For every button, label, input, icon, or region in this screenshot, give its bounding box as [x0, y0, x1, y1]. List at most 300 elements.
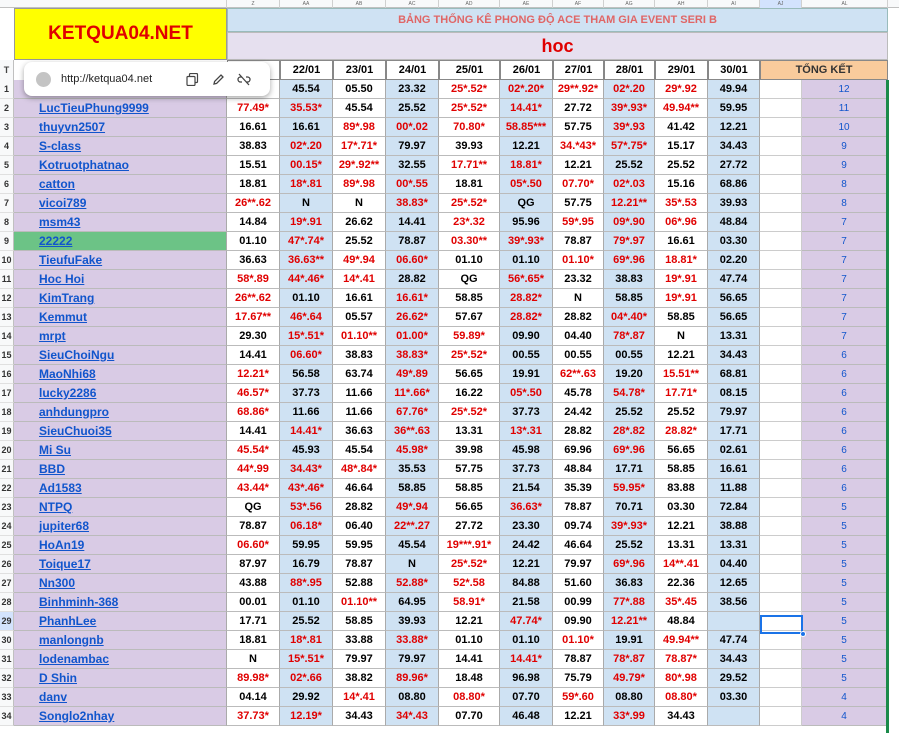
empty-cell[interactable] — [760, 422, 802, 441]
result-cell[interactable]: 25.52 — [604, 403, 655, 422]
result-cell[interactable]: 06.60* — [227, 536, 280, 555]
result-cell[interactable]: 35.39 — [553, 479, 604, 498]
result-cell[interactable]: 17.71** — [439, 156, 500, 175]
result-cell[interactable]: 12.21 — [500, 137, 553, 156]
result-cell[interactable]: N — [386, 555, 439, 574]
result-cell[interactable]: 26**.62 — [227, 289, 280, 308]
column-header-bar[interactable] — [0, 0, 899, 8]
result-cell[interactable]: 78.87 — [333, 555, 386, 574]
result-cell[interactable]: 45.78 — [553, 384, 604, 403]
result-cell[interactable]: 59.89* — [439, 327, 500, 346]
empty-cell[interactable] — [760, 251, 802, 270]
result-cell[interactable]: 89.96* — [386, 669, 439, 688]
result-cell[interactable]: 06.40 — [333, 517, 386, 536]
result-cell[interactable]: 34.43 — [708, 346, 760, 365]
result-cell[interactable]: 56.65 — [439, 498, 500, 517]
unlink-icon[interactable] — [231, 68, 257, 90]
result-cell[interactable]: 57.75 — [553, 118, 604, 137]
result-cell[interactable]: 43.44* — [227, 479, 280, 498]
result-cell[interactable]: 28.82* — [655, 422, 708, 441]
row-number[interactable]: 2 — [0, 99, 14, 118]
result-cell[interactable]: 84.88 — [500, 574, 553, 593]
result-cell[interactable]: 03.30 — [708, 232, 760, 251]
result-cell[interactable]: 56.58 — [280, 365, 333, 384]
result-cell[interactable]: 69*.96 — [604, 441, 655, 460]
player-name-link[interactable]: msm43 — [14, 213, 227, 232]
empty-cell[interactable] — [760, 365, 802, 384]
result-cell[interactable]: 89*.98 — [333, 118, 386, 137]
player-name-link[interactable]: vicoi789 — [14, 194, 227, 213]
result-cell[interactable]: 25.52 — [655, 156, 708, 175]
result-cell[interactable]: 58.85 — [604, 289, 655, 308]
result-cell[interactable]: 14.41* — [500, 99, 553, 118]
result-cell[interactable]: 29**.92* — [553, 80, 604, 99]
result-cell[interactable]: 01.10 — [439, 631, 500, 650]
result-cell[interactable]: 46.48 — [500, 707, 553, 726]
result-cell[interactable]: 78.87 — [553, 650, 604, 669]
result-cell[interactable]: 14.41 — [439, 650, 500, 669]
result-cell[interactable]: 69.96 — [553, 441, 604, 460]
result-cell[interactable]: 17.71* — [655, 384, 708, 403]
row-number[interactable]: 1 — [0, 80, 14, 99]
result-cell[interactable]: 16.61* — [386, 289, 439, 308]
result-cell[interactable]: 24.42 — [553, 403, 604, 422]
total-score-cell[interactable]: 5 — [802, 555, 888, 574]
player-name-link[interactable]: D Shin — [14, 669, 227, 688]
result-cell[interactable]: 46.64 — [333, 479, 386, 498]
result-cell[interactable]: 39.93 — [386, 612, 439, 631]
result-cell[interactable]: 16.79 — [280, 555, 333, 574]
result-cell[interactable]: 12.21 — [553, 707, 604, 726]
result-cell[interactable]: 36**.63 — [386, 422, 439, 441]
row-number[interactable]: 20 — [0, 441, 14, 460]
empty-cell[interactable] — [760, 612, 802, 631]
result-cell[interactable]: 52*.58 — [439, 574, 500, 593]
result-cell[interactable]: 06.18* — [280, 517, 333, 536]
row-number[interactable]: 17 — [0, 384, 14, 403]
total-score-cell[interactable]: 9 — [802, 137, 888, 156]
column-letter[interactable]: AA — [280, 0, 333, 8]
row-number[interactable]: 9 — [0, 232, 14, 251]
total-score-cell[interactable]: 6 — [802, 422, 888, 441]
total-score-cell[interactable]: 9 — [802, 156, 888, 175]
empty-cell[interactable] — [760, 308, 802, 327]
result-cell[interactable]: 37.73 — [500, 403, 553, 422]
result-cell[interactable]: 35*.53 — [655, 194, 708, 213]
empty-cell[interactable] — [760, 175, 802, 194]
result-cell[interactable]: 02*.20 — [604, 80, 655, 99]
result-cell[interactable]: 08.80 — [386, 688, 439, 707]
empty-cell[interactable] — [760, 270, 802, 289]
row-number[interactable]: 22 — [0, 479, 14, 498]
result-cell[interactable]: 35.53 — [386, 460, 439, 479]
player-name-link[interactable]: MaoNhi68 — [14, 365, 227, 384]
row-number[interactable]: 13 — [0, 308, 14, 327]
result-cell[interactable]: 34.*43* — [553, 137, 604, 156]
total-score-cell[interactable]: 6 — [802, 365, 888, 384]
total-score-cell[interactable]: 5 — [802, 498, 888, 517]
total-score-cell[interactable]: 6 — [802, 479, 888, 498]
result-cell[interactable]: QG — [439, 270, 500, 289]
total-score-cell[interactable]: 7 — [802, 327, 888, 346]
row-number[interactable]: 21 — [0, 460, 14, 479]
player-name-link[interactable]: NTPQ — [14, 498, 227, 517]
result-cell[interactable]: 28.82 — [333, 498, 386, 517]
result-cell[interactable]: 45.54 — [280, 80, 333, 99]
result-cell[interactable]: 01.10* — [553, 631, 604, 650]
result-cell[interactable] — [708, 707, 760, 726]
total-score-cell[interactable]: 5 — [802, 574, 888, 593]
result-cell[interactable]: 15.51** — [655, 365, 708, 384]
result-cell[interactable]: 13.31 — [708, 327, 760, 346]
row-number[interactable]: 30 — [0, 631, 14, 650]
result-cell[interactable]: 16.61 — [280, 118, 333, 137]
column-letter[interactable]: Z — [227, 0, 280, 8]
player-name-link[interactable]: danv — [14, 688, 227, 707]
result-cell[interactable]: 43.88 — [227, 574, 280, 593]
result-cell[interactable]: 58.85 — [655, 308, 708, 327]
row-number[interactable]: 14 — [0, 327, 14, 346]
result-cell[interactable]: 15*.51* — [280, 650, 333, 669]
result-cell[interactable]: 35.53* — [280, 99, 333, 118]
result-cell[interactable]: 49.94 — [708, 80, 760, 99]
result-cell[interactable]: 58.85 — [655, 460, 708, 479]
result-cell[interactable]: 28.82 — [553, 422, 604, 441]
result-cell[interactable]: N — [227, 650, 280, 669]
result-cell[interactable]: 46.57* — [227, 384, 280, 403]
result-cell[interactable]: 58.85 — [386, 479, 439, 498]
result-cell[interactable]: 36.83 — [604, 574, 655, 593]
result-cell[interactable]: 49*.89 — [386, 365, 439, 384]
column-letter[interactable]: AH — [655, 0, 708, 8]
result-cell[interactable]: 36.63* — [500, 498, 553, 517]
result-cell[interactable]: 46*.64 — [280, 308, 333, 327]
result-cell[interactable]: 78.87* — [655, 650, 708, 669]
row-number[interactable]: 27 — [0, 574, 14, 593]
row-number[interactable]: 29 — [0, 612, 14, 631]
result-cell[interactable]: 21.58 — [500, 593, 553, 612]
result-cell[interactable]: 33.88 — [333, 631, 386, 650]
empty-cell[interactable] — [760, 441, 802, 460]
result-cell[interactable]: 33*.99 — [604, 707, 655, 726]
result-cell[interactable]: 08.15 — [708, 384, 760, 403]
result-cell[interactable]: 18.81* — [655, 251, 708, 270]
result-cell[interactable]: 18*.81 — [280, 631, 333, 650]
column-letter[interactable]: AD — [439, 0, 500, 8]
result-cell[interactable]: 44*.46* — [280, 270, 333, 289]
copy-icon[interactable] — [179, 68, 205, 90]
player-name-link[interactable]: Hoc Hoi — [14, 270, 227, 289]
empty-cell[interactable] — [760, 80, 802, 99]
player-name-link[interactable]: HoAn19 — [14, 536, 227, 555]
result-cell[interactable]: 78.87 — [553, 232, 604, 251]
result-cell[interactable]: 25.52 — [604, 156, 655, 175]
result-cell[interactable]: 09.90 — [500, 327, 553, 346]
player-name-link[interactable]: anhdungpro — [14, 403, 227, 422]
result-cell[interactable]: 44*.99 — [227, 460, 280, 479]
column-letter[interactable]: AB — [333, 0, 386, 8]
result-cell[interactable]: 25*.52* — [439, 403, 500, 422]
result-cell[interactable]: 37.73 — [500, 460, 553, 479]
result-cell[interactable]: 45.54 — [333, 441, 386, 460]
player-name-link[interactable]: KimTrang — [14, 289, 227, 308]
player-name-link[interactable]: LucTieuPhung9999 — [14, 99, 227, 118]
player-name-link[interactable]: Binhminh-368 — [14, 593, 227, 612]
row-number[interactable]: 7 — [0, 194, 14, 213]
link-url[interactable]: http://ketqua04.net — [61, 73, 153, 85]
result-cell[interactable]: 58.85 — [439, 289, 500, 308]
result-cell[interactable]: 79.97 — [333, 650, 386, 669]
result-cell[interactable]: 11.66 — [280, 403, 333, 422]
player-name-link[interactable]: catton — [14, 175, 227, 194]
player-name-link[interactable]: Songlo2nhay — [14, 707, 227, 726]
result-cell[interactable]: 89*.98 — [333, 175, 386, 194]
result-cell[interactable]: 02*.03 — [604, 175, 655, 194]
result-cell[interactable]: 59.95* — [604, 479, 655, 498]
result-cell[interactable]: 15*.51* — [280, 327, 333, 346]
result-cell[interactable]: 56.65 — [439, 365, 500, 384]
result-cell[interactable]: 38.82 — [333, 669, 386, 688]
result-cell[interactable]: 79*.97 — [604, 232, 655, 251]
empty-cell[interactable] — [760, 574, 802, 593]
result-cell[interactable]: 48.84 — [553, 460, 604, 479]
result-cell[interactable]: 05.57 — [333, 308, 386, 327]
result-cell[interactable]: 19*.91 — [280, 213, 333, 232]
result-cell[interactable]: 41.42 — [655, 118, 708, 137]
result-cell[interactable]: 45.54 — [333, 99, 386, 118]
result-cell[interactable]: 01.10* — [553, 251, 604, 270]
empty-cell[interactable] — [760, 194, 802, 213]
result-cell[interactable]: 88*.95 — [280, 574, 333, 593]
result-cell[interactable]: 12.21* — [227, 365, 280, 384]
result-cell[interactable]: 25.52 — [655, 403, 708, 422]
row-number[interactable]: 3 — [0, 118, 14, 137]
result-cell[interactable]: 01.10 — [500, 251, 553, 270]
result-cell[interactable]: 59.95 — [333, 536, 386, 555]
result-cell[interactable]: 33.88* — [386, 631, 439, 650]
result-cell[interactable]: 09.74 — [553, 517, 604, 536]
result-cell[interactable]: 12.21** — [604, 194, 655, 213]
result-cell[interactable]: 11*.66* — [386, 384, 439, 403]
row-number[interactable]: 4 — [0, 137, 14, 156]
row-number[interactable]: 12 — [0, 289, 14, 308]
result-cell[interactable]: 23.32 — [553, 270, 604, 289]
result-cell[interactable]: 19***.91* — [439, 536, 500, 555]
row-number[interactable]: 23 — [0, 498, 14, 517]
player-name-link[interactable]: 22222 — [14, 232, 227, 251]
empty-cell[interactable] — [760, 593, 802, 612]
result-cell[interactable]: 34*.43 — [386, 707, 439, 726]
result-cell[interactable]: 78.87 — [553, 498, 604, 517]
result-cell[interactable]: 79.97 — [386, 650, 439, 669]
player-name-link[interactable]: TieufuFake — [14, 251, 227, 270]
result-cell[interactable]: QG — [500, 194, 553, 213]
empty-cell[interactable] — [760, 118, 802, 137]
result-cell[interactable]: 79.97 — [708, 403, 760, 422]
result-cell[interactable]: 35*.45 — [655, 593, 708, 612]
result-cell[interactable]: 39.93 — [439, 137, 500, 156]
result-cell[interactable]: 14.84 — [227, 213, 280, 232]
result-cell[interactable]: 14.41* — [280, 422, 333, 441]
result-cell[interactable]: 26.62 — [333, 213, 386, 232]
player-name-link[interactable]: S-class — [14, 137, 227, 156]
result-cell[interactable]: 17.67** — [227, 308, 280, 327]
empty-cell[interactable] — [760, 384, 802, 403]
result-cell[interactable]: 28*.82 — [604, 422, 655, 441]
column-letter[interactable]: AG — [604, 0, 655, 8]
result-cell[interactable]: 48.84 — [708, 213, 760, 232]
player-name-link[interactable]: Toique17 — [14, 555, 227, 574]
result-cell[interactable]: 06*.96 — [655, 213, 708, 232]
result-cell[interactable]: 25.52 — [333, 232, 386, 251]
result-cell[interactable]: 56*.65* — [500, 270, 553, 289]
result-cell[interactable]: 12.21 — [708, 118, 760, 137]
result-cell[interactable]: 26.62* — [386, 308, 439, 327]
empty-cell[interactable] — [760, 289, 802, 308]
result-cell[interactable]: 89.98* — [227, 669, 280, 688]
result-cell[interactable]: 00.55 — [500, 346, 553, 365]
result-cell[interactable]: 19*.91 — [655, 270, 708, 289]
row-number[interactable]: 11 — [0, 270, 14, 289]
column-letter[interactable]: AJ — [760, 0, 802, 8]
result-cell[interactable]: 29*.92 — [655, 80, 708, 99]
result-cell[interactable]: 75.79 — [553, 669, 604, 688]
row-number[interactable]: 25 — [0, 536, 14, 555]
result-cell[interactable]: 01.10** — [333, 593, 386, 612]
column-letter[interactable]: AE — [500, 0, 553, 8]
result-cell[interactable]: 04.40 — [553, 327, 604, 346]
result-cell[interactable]: 29.30 — [227, 327, 280, 346]
empty-cell[interactable] — [760, 327, 802, 346]
result-cell[interactable]: 37.73 — [280, 384, 333, 403]
result-cell[interactable]: 21.54 — [500, 479, 553, 498]
result-cell[interactable]: 34.43* — [280, 460, 333, 479]
row-number[interactable]: 6 — [0, 175, 14, 194]
result-cell[interactable]: 70.71 — [604, 498, 655, 517]
result-cell[interactable]: 12.21** — [604, 612, 655, 631]
result-cell[interactable]: 11.66 — [333, 403, 386, 422]
player-name-link[interactable]: Mi Su — [14, 441, 227, 460]
result-cell[interactable]: 25*.52* — [439, 99, 500, 118]
empty-cell[interactable] — [760, 650, 802, 669]
result-cell[interactable]: 32.55 — [386, 156, 439, 175]
total-score-cell[interactable]: 7 — [802, 270, 888, 289]
result-cell[interactable]: 83.88 — [655, 479, 708, 498]
result-cell[interactable]: 36.63 — [227, 251, 280, 270]
result-cell[interactable]: 78*.87 — [604, 327, 655, 346]
result-cell[interactable]: 19.91 — [500, 365, 553, 384]
row-number[interactable]: 33 — [0, 688, 14, 707]
result-cell[interactable]: 12.19* — [280, 707, 333, 726]
total-score-cell[interactable]: 8 — [802, 194, 888, 213]
total-score-cell[interactable]: 6 — [802, 346, 888, 365]
total-score-cell[interactable]: 7 — [802, 213, 888, 232]
row-number[interactable]: 34 — [0, 707, 14, 726]
result-cell[interactable]: 17.71 — [708, 422, 760, 441]
result-cell[interactable]: 59.95 — [280, 536, 333, 555]
result-cell[interactable]: 47*.74* — [280, 232, 333, 251]
result-cell[interactable]: 14.41* — [500, 650, 553, 669]
result-cell[interactable]: 04.40 — [708, 555, 760, 574]
result-cell[interactable]: 59*.95 — [553, 213, 604, 232]
total-score-cell[interactable]: 5 — [802, 631, 888, 650]
total-score-cell[interactable]: 5 — [802, 669, 888, 688]
result-cell[interactable]: 16.61 — [333, 289, 386, 308]
result-cell[interactable]: 38.83* — [386, 194, 439, 213]
result-cell[interactable]: 39*.93 — [604, 118, 655, 137]
total-score-cell[interactable]: 11 — [802, 99, 888, 118]
result-cell[interactable]: 04*.40* — [604, 308, 655, 327]
result-cell[interactable]: 11.88 — [708, 479, 760, 498]
row-number[interactable]: 10 — [0, 251, 14, 270]
result-cell[interactable]: 00*.02 — [386, 118, 439, 137]
result-cell[interactable]: 39.98 — [439, 441, 500, 460]
result-cell[interactable]: 15.16 — [655, 175, 708, 194]
result-cell[interactable]: 29.92 — [280, 688, 333, 707]
total-score-cell[interactable]: 5 — [802, 612, 888, 631]
result-cell[interactable]: 14*.41 — [333, 270, 386, 289]
result-cell[interactable]: 46.64 — [553, 536, 604, 555]
player-name-link[interactable]: Nn300 — [14, 574, 227, 593]
player-name-link[interactable]: lucky2286 — [14, 384, 227, 403]
result-cell[interactable]: 29.52 — [708, 669, 760, 688]
result-cell[interactable]: 49.94** — [655, 631, 708, 650]
result-cell[interactable]: 24.42 — [500, 536, 553, 555]
result-cell[interactable]: 02*.20 — [280, 137, 333, 156]
result-cell[interactable]: 39*.93* — [604, 99, 655, 118]
column-letter[interactable] — [0, 0, 227, 8]
player-name-link[interactable]: Ad1583 — [14, 479, 227, 498]
result-cell[interactable]: 09*.90 — [604, 213, 655, 232]
row-number[interactable]: 24 — [0, 517, 14, 536]
result-cell[interactable]: 00.99 — [553, 593, 604, 612]
row-number[interactable]: 5 — [0, 156, 14, 175]
result-cell[interactable]: 59.95 — [708, 99, 760, 118]
result-cell[interactable]: 18.81 — [227, 175, 280, 194]
row-number[interactable]: 32 — [0, 669, 14, 688]
result-cell[interactable]: 14.41 — [227, 346, 280, 365]
result-cell[interactable]: 07.70 — [439, 707, 500, 726]
result-cell[interactable]: 02.61 — [708, 441, 760, 460]
result-cell[interactable]: 02*.66 — [280, 669, 333, 688]
result-cell[interactable]: 12.65 — [708, 574, 760, 593]
result-cell[interactable]: 05*.50 — [500, 384, 553, 403]
result-cell[interactable]: 27.72 — [553, 99, 604, 118]
result-cell[interactable]: 77*.88 — [604, 593, 655, 612]
result-cell[interactable]: 43*.46* — [280, 479, 333, 498]
result-cell[interactable]: 51.60 — [553, 574, 604, 593]
result-cell[interactable]: 58*.89 — [227, 270, 280, 289]
player-name-link[interactable]: SieuChuoi35 — [14, 422, 227, 441]
empty-cell[interactable] — [760, 137, 802, 156]
result-cell[interactable]: N — [333, 194, 386, 213]
result-cell[interactable]: 19*.91 — [655, 289, 708, 308]
result-cell[interactable]: 18*.81 — [280, 175, 333, 194]
result-cell[interactable]: 02*.20* — [500, 80, 553, 99]
player-name-link[interactable]: Kemmut — [14, 308, 227, 327]
result-cell[interactable]: 16.61 — [655, 232, 708, 251]
total-score-cell[interactable]: 4 — [802, 688, 888, 707]
player-name-link[interactable]: PhanhLee — [14, 612, 227, 631]
column-letter[interactable]: AC — [386, 0, 439, 8]
result-cell[interactable]: 18.81* — [500, 156, 553, 175]
result-cell[interactable]: 06.60* — [386, 251, 439, 270]
result-cell[interactable]: 25*.52* — [439, 555, 500, 574]
player-name-link[interactable]: BBD — [14, 460, 227, 479]
result-cell[interactable]: 57.75 — [553, 194, 604, 213]
result-cell[interactable]: 68.81 — [708, 365, 760, 384]
result-cell[interactable]: 70.80* — [439, 118, 500, 137]
